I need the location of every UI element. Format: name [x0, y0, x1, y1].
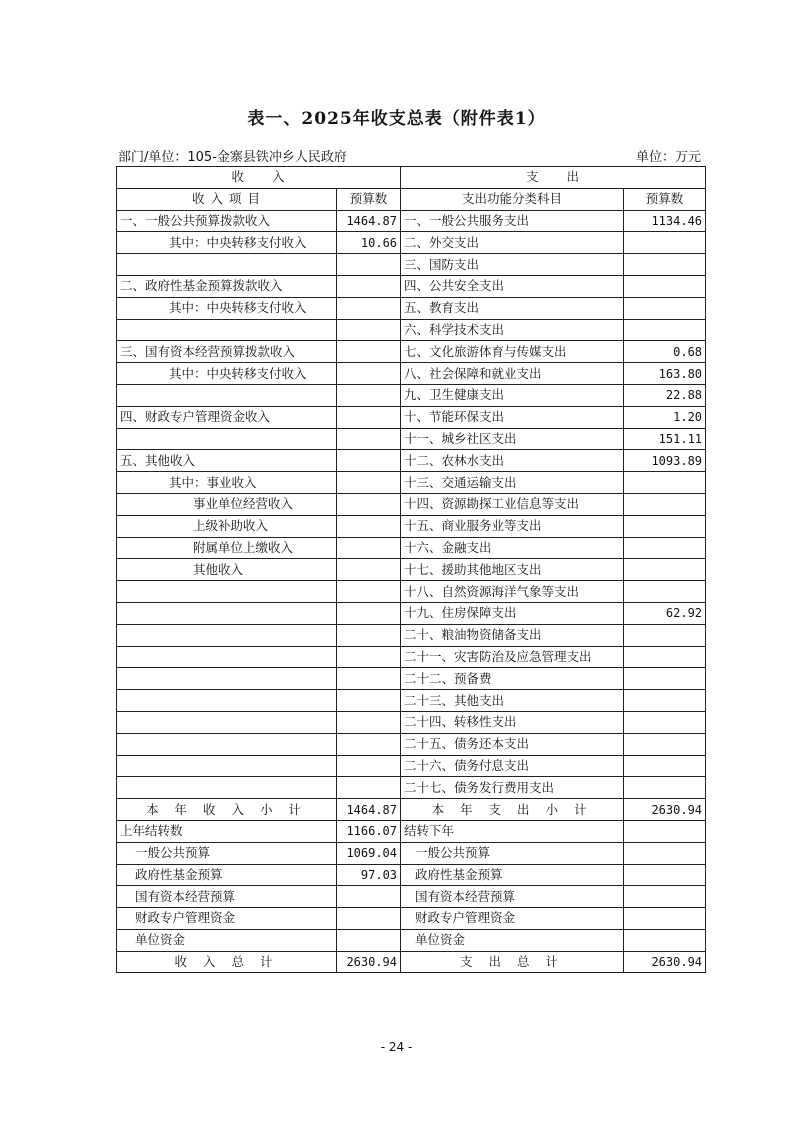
income-item-cell: 二、政府性基金预算拨款收入: [117, 275, 337, 297]
income-item-cell: [117, 602, 337, 624]
expense-value-cell: [624, 842, 706, 864]
expense-value-cell: [624, 275, 706, 297]
income-value-cell: 97.03: [337, 864, 401, 886]
income-value-cell: [337, 341, 401, 363]
carryover-row: [117, 886, 706, 908]
expense-item-cell: 二十五、债务还本支出: [401, 733, 624, 755]
income-item-cell: 其中：中央转移支付收入: [117, 363, 337, 385]
expense-value-cell: [624, 515, 706, 537]
income-item-cell: [117, 668, 337, 690]
expense-item-cell: 十八、自然资源海洋气象等支出: [401, 581, 624, 603]
expense-item-cell: 结转下年: [401, 820, 624, 842]
expense-item-cell: 支 出 总 计: [401, 951, 624, 973]
expense-value-cell: [624, 624, 706, 646]
expense-item-cell: 国有资本经营预算: [401, 886, 624, 908]
expense-value-cell: [624, 472, 706, 494]
table-row: [117, 755, 706, 777]
expense-item-cell: 二十二、预备费: [401, 668, 624, 690]
income-item-cell: [117, 733, 337, 755]
income-value-cell: [337, 363, 401, 385]
income-value-cell: [337, 668, 401, 690]
expense-value-cell: 1093.89: [624, 450, 706, 472]
table-row: [117, 341, 706, 363]
income-item-cell: 一、一般公共预算拨款收入: [117, 210, 337, 232]
income-value-cell: [337, 690, 401, 712]
expense-value-cell: [624, 777, 706, 799]
expense-value-cell: 163.80: [624, 363, 706, 385]
table-row: [117, 406, 706, 428]
income-item-cell: [117, 646, 337, 668]
income-item-cell: [117, 384, 337, 406]
expense-value-cell: [624, 559, 706, 581]
income-value-cell: [337, 646, 401, 668]
expense-value-cell: 1.20: [624, 406, 706, 428]
expense-value-cell: [624, 232, 706, 254]
income-item-header: 收 入 项 目: [117, 188, 337, 210]
expense-item-cell: 六、科学技术支出: [401, 319, 624, 341]
income-value-cell: 1166.07: [337, 820, 401, 842]
income-item-cell: [117, 254, 337, 276]
expense-item-cell: 二十、粮油物资储备支出: [401, 624, 624, 646]
expense-value-cell: [624, 929, 706, 951]
expense-group-header: 支 出: [401, 167, 706, 189]
income-value-cell: [337, 319, 401, 341]
page-title: 表一、2025年收支总表（附件表1）: [247, 109, 546, 129]
table-row: [117, 297, 706, 319]
income-item-cell: 其中：中央转移支付收入: [117, 232, 337, 254]
expense-item-cell: 二十四、转移性支出: [401, 711, 624, 733]
expense-item-cell: 十二、农林水支出: [401, 450, 624, 472]
expense-item-cell: 二十七、债务发行费用支出: [401, 777, 624, 799]
expense-item-cell: 八、社会保障和就业支出: [401, 363, 624, 385]
expense-value-cell: [624, 319, 706, 341]
income-value-cell: [337, 254, 401, 276]
expense-item-cell: 一、一般公共服务支出: [401, 210, 624, 232]
table-row: [117, 319, 706, 341]
expense-value-cell: [624, 711, 706, 733]
income-value-cell: 1069.04: [337, 842, 401, 864]
unit-label: 单位：万元: [635, 150, 701, 165]
income-item-cell: 四、财政专户管理资金收入: [117, 406, 337, 428]
expense-value-cell: [624, 254, 706, 276]
carryover-row: [117, 908, 706, 930]
expense-item-cell: 十五、商业服务业等支出: [401, 515, 624, 537]
expense-value-cell: [624, 733, 706, 755]
income-value-cell: [337, 493, 401, 515]
income-value-cell: 10.66: [337, 232, 401, 254]
expense-value-cell: [624, 297, 706, 319]
expense-value-cell: [624, 646, 706, 668]
expense-item-cell: 政府性基金预算: [401, 864, 624, 886]
expense-item-cell: 二十六、债务付息支出: [401, 755, 624, 777]
table-row: [117, 690, 706, 712]
expense-item-cell: 十三、交通运输支出: [401, 472, 624, 494]
income-value-cell: [337, 450, 401, 472]
income-item-cell: [117, 624, 337, 646]
expense-value-cell: [624, 668, 706, 690]
table-row: [117, 493, 706, 515]
income-group-header: 收 入: [117, 167, 401, 189]
income-item-cell: 上级补助收入: [117, 515, 337, 537]
expense-item-cell: 十九、住房保障支出: [401, 602, 624, 624]
income-item-cell: [117, 428, 337, 450]
income-item-cell: 其中：中央转移支付收入: [117, 297, 337, 319]
expense-item-cell: 十、节能环保支出: [401, 406, 624, 428]
table-row: [117, 537, 706, 559]
income-value-cell: [337, 777, 401, 799]
table-row: [117, 515, 706, 537]
income-item-cell: 一般公共预算: [117, 842, 337, 864]
expense-item-header: 支出功能分类科目: [401, 188, 624, 210]
income-item-cell: [117, 690, 337, 712]
table-row: [117, 711, 706, 733]
table-row: [117, 624, 706, 646]
expense-value-cell: [624, 820, 706, 842]
table-row: [117, 602, 706, 624]
table-row: [117, 254, 706, 276]
income-item-cell: 三、国有资本经营预算拨款收入: [117, 341, 337, 363]
table-row: [117, 210, 706, 232]
carryover-row: [117, 842, 706, 864]
expense-value-cell: 2630.94: [624, 951, 706, 973]
expense-item-cell: 财政专户管理资金: [401, 908, 624, 930]
income-item-cell: 收 入 总 计: [117, 951, 337, 973]
carryover-row: [117, 820, 706, 842]
income-value-cell: [337, 602, 401, 624]
income-item-cell: [117, 319, 337, 341]
income-value-cell: [337, 929, 401, 951]
expense-value-cell: 0.68: [624, 341, 706, 363]
expense-value-cell: [624, 493, 706, 515]
income-value-cell: 1464.87: [337, 799, 401, 821]
income-item-cell: 本 年 收 入 小 计: [117, 799, 337, 821]
income-item-cell: 附属单位上缴收入: [117, 537, 337, 559]
table-row: [117, 363, 706, 385]
expense-item-cell: 四、公共安全支出: [401, 275, 624, 297]
income-item-cell: [117, 777, 337, 799]
expense-value-cell: [624, 537, 706, 559]
table-group-header-row: [117, 167, 706, 189]
subtotal-row: [117, 799, 706, 821]
income-value-cell: [337, 275, 401, 297]
expense-item-cell: 二、外交支出: [401, 232, 624, 254]
income-value-cell: [337, 297, 401, 319]
department-label: 部门/单位：105-金寨县铁冲乡人民政府: [118, 150, 347, 165]
table-row: [117, 384, 706, 406]
expense-item-cell: 单位资金: [401, 929, 624, 951]
income-value-cell: [337, 537, 401, 559]
income-value-cell: 2630.94: [337, 951, 401, 973]
income-value-cell: [337, 711, 401, 733]
expense-item-cell: 二十一、灾害防治及应急管理支出: [401, 646, 624, 668]
table-column-header-row: [117, 188, 706, 210]
table-row: [117, 450, 706, 472]
expense-value-cell: 1134.46: [624, 210, 706, 232]
expense-item-cell: 十七、援助其他地区支出: [401, 559, 624, 581]
income-item-cell: [117, 711, 337, 733]
expense-value-cell: [624, 864, 706, 886]
expense-item-cell: 三、国防支出: [401, 254, 624, 276]
table-row: [117, 646, 706, 668]
income-value-cell: [337, 908, 401, 930]
income-value-cell: [337, 755, 401, 777]
expense-value-cell: [624, 886, 706, 908]
total-row: [117, 951, 706, 973]
expense-value-cell: [624, 581, 706, 603]
income-item-cell: 国有资本经营预算: [117, 886, 337, 908]
income-value-cell: [337, 428, 401, 450]
table-row: [117, 428, 706, 450]
expense-value-cell: 151.11: [624, 428, 706, 450]
income-item-cell: [117, 755, 337, 777]
income-value-cell: [337, 886, 401, 908]
income-item-cell: 财政专户管理资金: [117, 908, 337, 930]
income-value-cell: [337, 559, 401, 581]
expense-item-cell: 七、文化旅游体育与传媒支出: [401, 341, 624, 363]
table-row: [117, 559, 706, 581]
expense-value-cell: [624, 755, 706, 777]
income-value-cell: [337, 406, 401, 428]
income-item-cell: 单位资金: [117, 929, 337, 951]
table-row: [117, 581, 706, 603]
income-value-cell: [337, 384, 401, 406]
income-budget-header: 预算数: [337, 188, 401, 210]
table-row: [117, 472, 706, 494]
expense-value-cell: [624, 690, 706, 712]
carryover-row: [117, 864, 706, 886]
income-item-cell: 其中：事业收入: [117, 472, 337, 494]
expense-budget-header: 预算数: [624, 188, 706, 210]
expense-item-cell: 五、教育支出: [401, 297, 624, 319]
table-row: [117, 275, 706, 297]
budget-summary-table: [116, 166, 706, 973]
expense-value-cell: 2630.94: [624, 799, 706, 821]
page-number: - 24 -: [380, 1040, 413, 1054]
expense-item-cell: 九、卫生健康支出: [401, 384, 624, 406]
income-item-cell: 政府性基金预算: [117, 864, 337, 886]
income-value-cell: 1464.87: [337, 210, 401, 232]
expense-item-cell: 十四、资源勘探工业信息等支出: [401, 493, 624, 515]
table-row: [117, 232, 706, 254]
expense-item-cell: 二十三、其他支出: [401, 690, 624, 712]
expense-value-cell: 62.92: [624, 602, 706, 624]
income-value-cell: [337, 515, 401, 537]
expense-item-cell: 十一、城乡社区支出: [401, 428, 624, 450]
income-item-cell: 上年结转数: [117, 820, 337, 842]
expense-value-cell: [624, 908, 706, 930]
expense-value-cell: 22.88: [624, 384, 706, 406]
income-value-cell: [337, 581, 401, 603]
income-item-cell: 事业单位经营收入: [117, 493, 337, 515]
expense-item-cell: 本 年 支 出 小 计: [401, 799, 624, 821]
income-item-cell: 五、其他收入: [117, 450, 337, 472]
income-value-cell: [337, 624, 401, 646]
table-row: [117, 733, 706, 755]
income-item-cell: 其他收入: [117, 559, 337, 581]
income-value-cell: [337, 472, 401, 494]
table-row: [117, 668, 706, 690]
income-value-cell: [337, 733, 401, 755]
carryover-row: [117, 929, 706, 951]
income-item-cell: [117, 581, 337, 603]
expense-item-cell: 一般公共预算: [401, 842, 624, 864]
table-row: [117, 777, 706, 799]
expense-item-cell: 十六、金融支出: [401, 537, 624, 559]
